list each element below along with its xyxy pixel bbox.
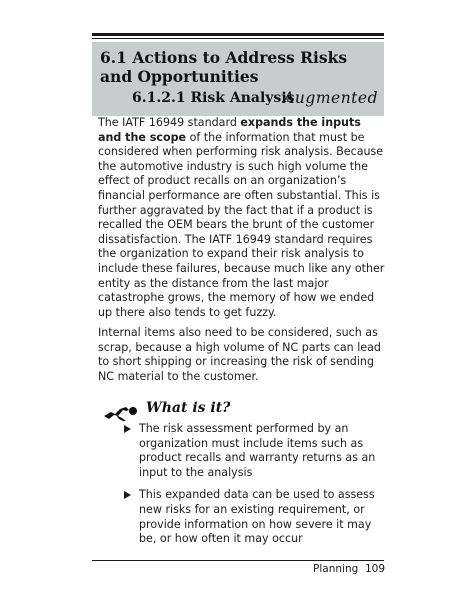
body-paragraph-1 — [98, 116, 388, 320]
subsection-title: 6.1.2.1 Risk Analysis — [132, 90, 295, 106]
page-number: 109 — [364, 563, 385, 575]
section-title: 6.1 Actions to Address Risks and Opportunities — [100, 48, 348, 86]
p1-rest: of the information that must be considered when performing risk analysis. Because the automotive industry is such high volume the effect of product recalls on an organization’s financial performance are often substantial. This is further aggravated by the fact that if a product is recalled the OEM bears the brunt of the customer dissatisfaction. The IATF 16949 standard requires the organization to expand their risk analysis to include these failures, because much like any other entity as the distance from the last major catastrophe grows, the memory of how we ended up there also tends to get fuzzy. — [98, 130, 385, 319]
triangle-bullet-icon — [124, 425, 131, 433]
p1-bold: expands the inputs and the scope — [98, 116, 361, 144]
what-is-it-title: What is it? — [146, 400, 231, 416]
augmented-tag: Augmented — [283, 89, 378, 107]
list-item — [124, 422, 384, 480]
top-rule — [92, 33, 384, 36]
list-item — [124, 488, 384, 546]
bullet-text: This expanded data can be used to assess new risks for an existing requirement, or provide information on how severe it may be, or how often it may occur — [139, 488, 375, 546]
what-is-it-list — [124, 422, 384, 555]
footer-label: Planning — [313, 563, 359, 575]
bullet-text: The risk assessment performed by an organization must include items such as product recalls and warranty returns as an input to the analysis — [139, 422, 376, 479]
triangle-bullet-icon — [124, 491, 131, 499]
top-rule-thin — [92, 38, 384, 39]
page-footer — [313, 563, 385, 575]
running-figure-icon — [102, 404, 140, 422]
heading-box — [92, 42, 384, 116]
p1-lead: The IATF 16949 standard — [98, 116, 241, 129]
body-paragraph-2: Internal items also need to be considered, such as scrap, because a high volume of NC parts can lead to short shipping or increasing the risk of sending NC material to the customer. — [98, 326, 381, 383]
footer-rule — [92, 560, 384, 561]
